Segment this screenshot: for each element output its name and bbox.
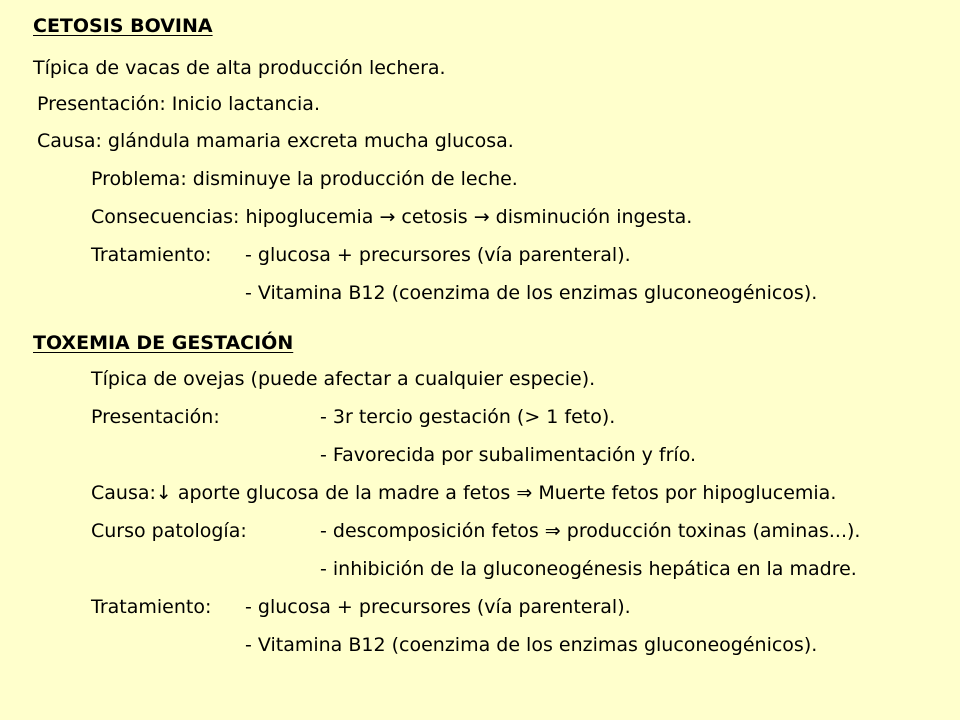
cetosis-line-3: Causa: glándula mamaria excreta mucha glucosa.	[37, 130, 514, 152]
toxemia-course-1: - descomposición fetos ⇒ producción toxinas (aminas...).	[320, 520, 861, 542]
cetosis-title: CETOSIS BOVINA	[33, 15, 213, 37]
toxemia-line-1: Típica de ovejas (puede afectar a cualquier especie).	[91, 368, 596, 390]
cetosis-treatment-1: - glucosa + precursores (vía parenteral).	[245, 244, 631, 266]
cetosis-line-4: Problema: disminuye la producción de leche.	[91, 168, 518, 190]
toxemia-title: TOXEMIA DE GESTACIÓN	[33, 332, 294, 354]
cetosis-line-1: Típica de vacas de alta producción lechera.	[33, 57, 446, 79]
toxemia-course-2: - inhibición de la gluconeogénesis hepática en la madre.	[320, 558, 857, 580]
cetosis-treatment-2: - Vitamina B12 (coenzima de los enzimas gluconeogénicos).	[245, 282, 818, 304]
cetosis-line-5: Consecuencias: hipoglucemia → cetosis → disminución ingesta.	[91, 206, 693, 228]
toxemia-treatment-label: Tratamiento:	[91, 596, 212, 618]
toxemia-presentation-1: - 3r tercio gestación (> 1 feto).	[320, 406, 616, 428]
cetosis-treatment-label: Tratamiento:	[91, 244, 212, 266]
toxemia-treatment-1: - glucosa + precursores (vía parenteral).	[245, 596, 631, 618]
cetosis-line-2: Presentación: Inicio lactancia.	[37, 93, 320, 115]
toxemia-presentation-label: Presentación:	[91, 406, 220, 428]
toxemia-presentation-2: - Favorecida por subalimentación y frío.	[320, 444, 697, 466]
toxemia-treatment-2: - Vitamina B12 (coenzima de los enzimas gluconeogénicos).	[245, 634, 818, 656]
toxemia-course-label: Curso patología:	[91, 520, 247, 542]
toxemia-cause: Causa:↓ aporte glucosa de la madre a fetos ⇒ Muerte fetos por hipoglucemia.	[91, 482, 837, 504]
